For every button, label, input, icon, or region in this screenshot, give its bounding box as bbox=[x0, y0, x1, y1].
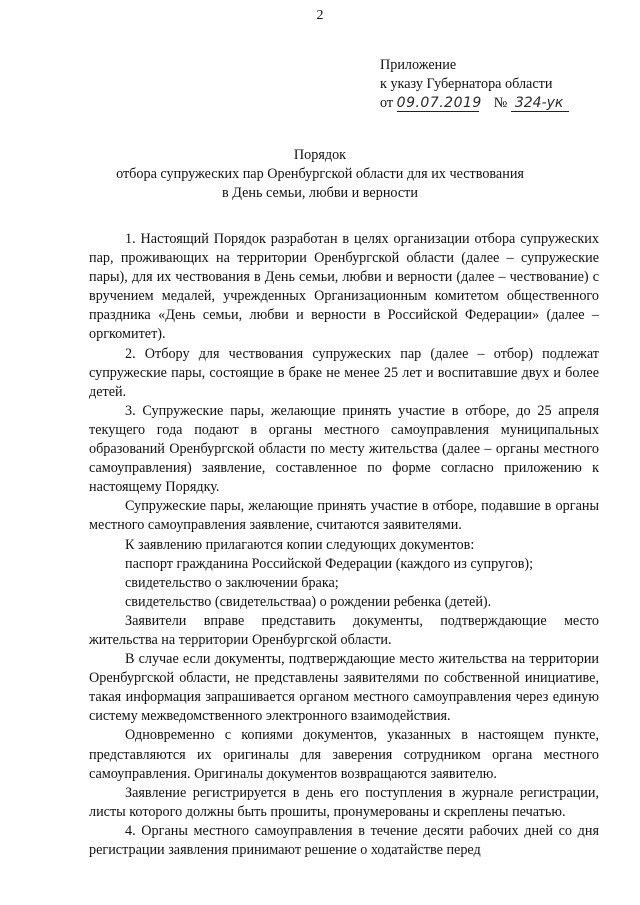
paragraph: Одновременно с копиями документов, указанных в настоящем пункте, представляются их оригиналы для заверения сотрудником органа местного самоуправления. Оригиналы документов возвращаются заявителю. bbox=[89, 727, 599, 782]
document-body bbox=[89, 230, 599, 860]
handwritten-date: 09.07.2019 bbox=[396, 95, 482, 111]
appendix-label: Приложение bbox=[380, 57, 457, 73]
title-line-1: Порядок bbox=[293, 147, 347, 163]
paragraph: свидетельство о заключении брака; bbox=[125, 574, 339, 591]
document-title bbox=[0, 146, 640, 203]
paragraph: 3. Супружеские пары, желающие принять участие в отборе, до 25 апреля текущего года подают в органы местного самоуправления муниципальных образований Оренбургской области по месту жительства (далее – органы местного самоуправления) заявление, составленное по форме согласно приложению к настоящему Порядку. bbox=[89, 402, 599, 496]
appendix-decree-ref: к указу Губернатора области bbox=[380, 76, 553, 92]
paragraph: свидетельство (свидетельстваа) о рождении ребенка (детей). bbox=[125, 593, 492, 610]
from-label: от bbox=[380, 95, 394, 111]
paragraph: Супружеские пары, желающие принять участие в отборе, подавшие в органы местного самоуправления заявление, считаются заявителями. bbox=[89, 498, 599, 534]
paragraph: 1. Настоящий Порядок разработан в целях организации отбора супружеских пар, проживающих на территории Оренбургской области (далее – супружеские пары), для их чествования в День семьи, любви и верности (далее – чествование) с вручением медалей, учрежденных Организационным комитетом общественного праздника «День семьи, любви и верности в Российской Федерации» (далее – оргкомитет). bbox=[89, 231, 599, 343]
paragraph: Заявители вправе представить документы, подтверждающие место жительства на территории Оренбургской области. bbox=[89, 612, 599, 648]
number-label: № bbox=[493, 95, 508, 111]
appendix-date-number-line bbox=[380, 94, 569, 113]
appendix-block bbox=[380, 56, 569, 113]
paragraph: 4. Органы местного самоуправления в течение десяти рабочих дней со дня регистрации заявления принимают решение о ходатайстве перед bbox=[89, 822, 599, 858]
title-line-3: в День семьи, любви и верности bbox=[222, 185, 418, 201]
paragraph: Заявление регистрируется в день его поступления в журнале регистрации, листы которого должны быть прошиты, пронумерованы и скреплены печатью. bbox=[89, 784, 599, 820]
title-line-2: отбора супружеских пар Оренбургской области для их чествования bbox=[116, 166, 524, 182]
paragraph: В случае если документы, подтверждающие место жительства на территории Оренбургской области, не представлены заявителями по собственной инициативе, такая информация запрашивается органом местного самоуправления через единую систему межведомственного электронного взаимодействия. bbox=[89, 651, 599, 725]
paragraph: 2. Отбору для чествования супружеских пар (далее – отбор) подлежат супружеские пары, состоящие в браке не менее 25 лет и воспитавшие двух и более детей. bbox=[89, 345, 599, 400]
page-number: 2 bbox=[316, 8, 324, 23]
handwritten-number: 324-ук bbox=[511, 95, 569, 112]
paragraph: паспорт гражданина Российской Федерации (каждого из супругов); bbox=[125, 555, 534, 572]
paragraph: К заявлению прилагаются копии следующих документов: bbox=[125, 536, 475, 553]
